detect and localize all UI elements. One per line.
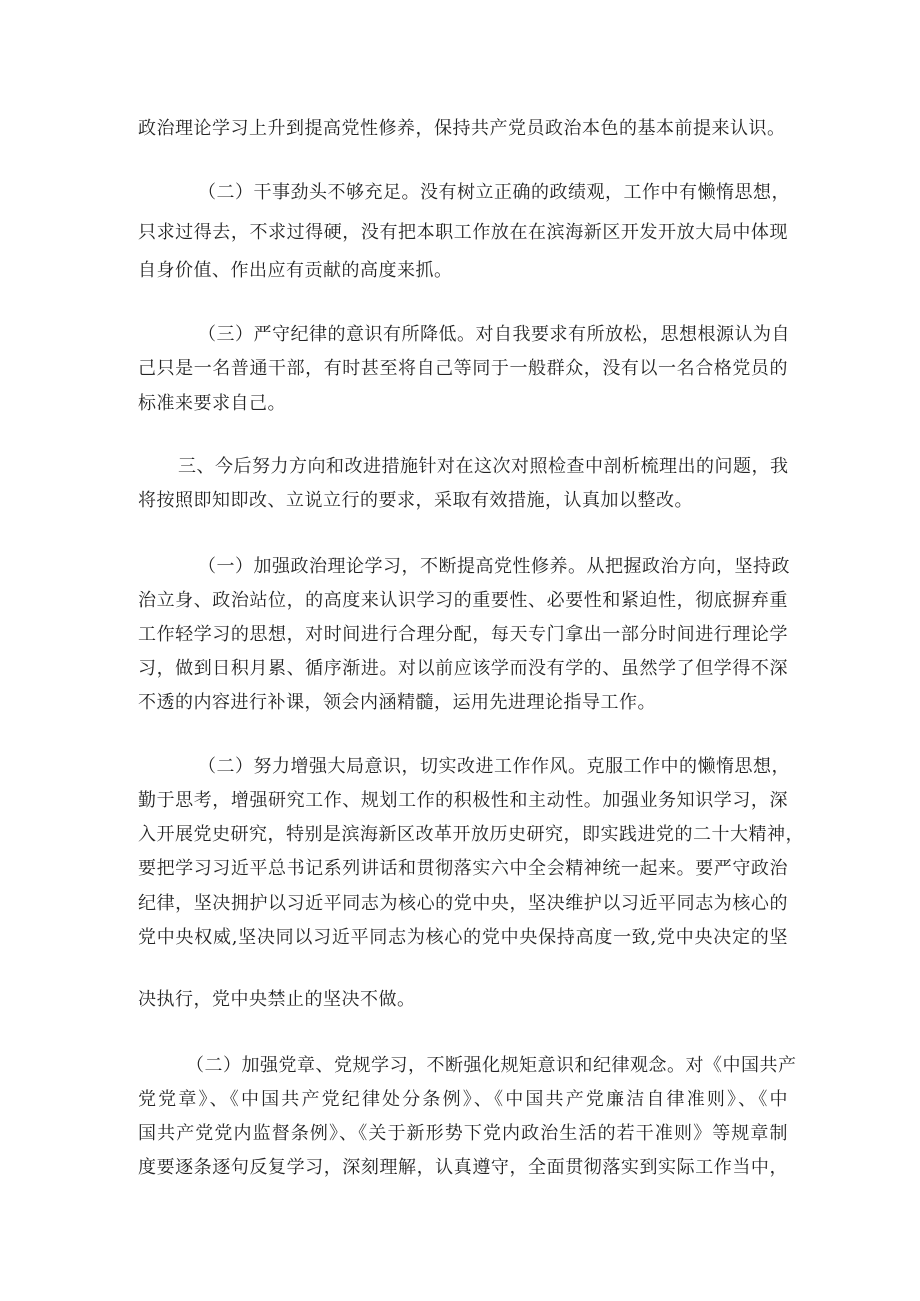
text-line: （一）加强政治理论学习，不断提高党性修养。从把握政治方向，坚持政: [198, 556, 790, 577]
text-line: （三）严守纪律的意识有所降低。对自我要求有所放松，思想根源认为自: [198, 324, 790, 345]
text-line: 不透的内容进行补课，领会内涵精髓，运用先进理论指导工作。: [138, 692, 656, 713]
text-line: 党党章》、《中国共产党纪律处分条例》、《中国共产党廉洁自律准则》、《中: [138, 1089, 788, 1110]
text-line: 将按照即知即改、立说立行的要求，采取有效措施，认真加以整改。: [138, 490, 693, 511]
text-line: 度要逐条逐句反复学习，深刻理解，认真遵守，全面贯彻落实到实际工作当中，: [138, 1157, 788, 1178]
text-line: 勤于思考，增强研究工作、规划工作的积极性和主动性。加强业务知识学习，深: [138, 790, 788, 811]
text-line: （二）干事劲头不够充足。没有树立正确的政绩观，工作中有懒惰思想，: [198, 182, 790, 203]
text-line: 治立身、政治站位，的高度来认识学习的重要性、必要性和紧迫性，彻底摒弃重: [138, 590, 788, 611]
text-line: 习，做到日积月累、循序渐进。对以前应该学而没有学的、虽然学了但学得不深: [138, 658, 788, 679]
text-line: （二）努力增强大局意识，切实改进工作作风。克服工作中的懒惰思想，: [198, 756, 790, 777]
text-line: 政治理论学习上升到提高党性修养，保持共产党员政治本色的基本前提来认识。: [138, 118, 786, 139]
text-line: 己只是一名普通干部，有时甚至将自己等同于一般群众，没有以一名合格党员的: [138, 358, 788, 379]
text-line: 只求过得去，不求过得硬，没有把本职工作放在在滨海新区开发开放大局中体现: [138, 222, 788, 243]
text-line: 工作轻学习的思想，对时间进行合理分配，每天专门拿出一部分时间进行理论学: [138, 624, 788, 645]
text-line: 国共产党党内监督条例》、《关于新形势下党内政治生活的若干准则》等规章制: [138, 1123, 788, 1144]
text-line: 纪律，坚决拥护以习近平同志为核心的党中央，坚决维护以习近平同志为核心的: [138, 893, 788, 914]
text-line: 标准来要求自己。: [138, 393, 286, 414]
text-line: （二）加强党章、党规学习，不断强化规矩意识和纪律观念。对《中国共产: [186, 1055, 797, 1076]
text-line: 三、今后努力方向和改进措施针对在这次对照检查中剖析梳理出的问题，我: [178, 456, 789, 477]
text-line: 入开展党史研究，特别是滨海新区改革开放历史研究，即实践进党的二十大精神，: [138, 824, 804, 845]
text-line: 自身价值、作出应有贡献的高度来抓。: [138, 260, 453, 281]
text-line: 党中央权威,坚决同以习近平同志为核心的党中央保持高度一致,党中央决定的坚: [138, 927, 788, 948]
text-line: 决执行，党中央禁止的坚决不做。: [138, 989, 416, 1010]
text-line: 要把学习习近平总书记系列讲话和贯彻落实六中全会精神统一起来。要严守政治: [138, 858, 788, 879]
